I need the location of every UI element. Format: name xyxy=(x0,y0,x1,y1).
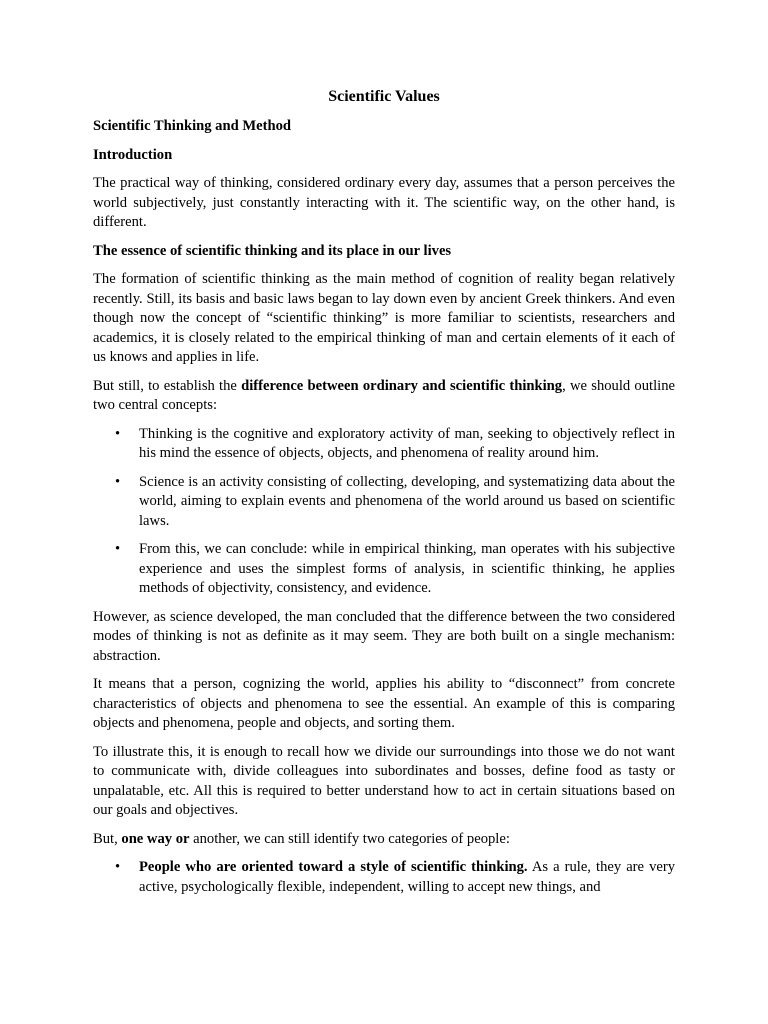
formation-paragraph: The formation of scientific thinking as the main method of cognition of reality began relatively recently. Still, its basis and basic laws began to lay down even by ancient Greek thinkers. And even though now the concept of “scientific thinking” is more familiar to scientists, researchers and academics, it is closely related to the empirical thinking of man and certain elements of it each of us knows and applies in life. xyxy=(93,271,675,365)
intro-heading: Introduction xyxy=(93,146,173,163)
list-item: • Science is an activity consisting of collecting, developing, and systematizing data about the world, aiming to explain events and phenomena of the world around us based on scientific laws. xyxy=(139,473,675,532)
illustrate-paragraph: To illustrate this, it is enough to recall how we divide our surroundings into those we do not want to communicate with, divide colleagues into subordinates and bosses, define food as tasty or unpalatable, etc. All this is required to better understand how to act in certain situations based on our goals and objectives. xyxy=(93,743,675,818)
list-item: • From this, we can conclude: while in empirical thinking, man operates with his subjective experience and uses the simplest forms of analysis, in scientific thinking, he applies methods of objectivity, consistency, and evidence. xyxy=(139,540,675,599)
people-item-bold: People who are oriented toward a style of scientific thinking. xyxy=(139,859,528,875)
categories-paragraph xyxy=(93,830,675,850)
list-item: • Thinking is the cognitive and exploratory activity of man, seeking to objectively reflect in his mind the essence of objects, objects, and phenomena of reality around him. xyxy=(139,425,675,464)
document-page xyxy=(93,86,675,906)
intro-paragraph: The practical way of thinking, considered ordinary every day, assumes that a person perceives the world subjectively, just constantly interacting with it. The scientific way, on the other hand, is different. xyxy=(93,175,675,230)
difference-text-after: , we should outline two central concepts: xyxy=(93,377,675,413)
categories-text-bold: one way or xyxy=(121,830,190,847)
section-subtitle: Scientific Thinking and Method xyxy=(93,118,292,134)
people-list xyxy=(93,858,675,897)
means-paragraph: It means that a person, cognizing the world, applies his ability to “disconnect” from concrete characteristics of objects and phenomena to see the essential. An example of this is comparing objects and phenomena, people and objects, and sorting them. xyxy=(93,676,675,731)
difference-text-before: But still, to establish the xyxy=(93,377,242,394)
essence-heading: The essence of scientific thinking and its place in our lives xyxy=(93,242,452,259)
categories-text-after: another, we can still identify two categories of people: xyxy=(189,830,510,847)
difference-paragraph xyxy=(93,377,675,416)
people-item-text: As a rule, they are very active, psychologically flexible, independent, willing to accept new things, and xyxy=(139,859,675,895)
difference-text-bold: difference between ordinary and scientific thinking xyxy=(241,377,563,394)
concepts-list xyxy=(93,425,675,599)
however-paragraph: However, as science developed, the man concluded that the difference between the two considered modes of thinking is not as definite as it may seem. They are both built on a single mechanism: abstraction. xyxy=(93,608,675,664)
document-title: Scientific Values xyxy=(328,88,440,105)
categories-text-before: But, xyxy=(93,830,122,847)
list-item xyxy=(139,858,675,897)
